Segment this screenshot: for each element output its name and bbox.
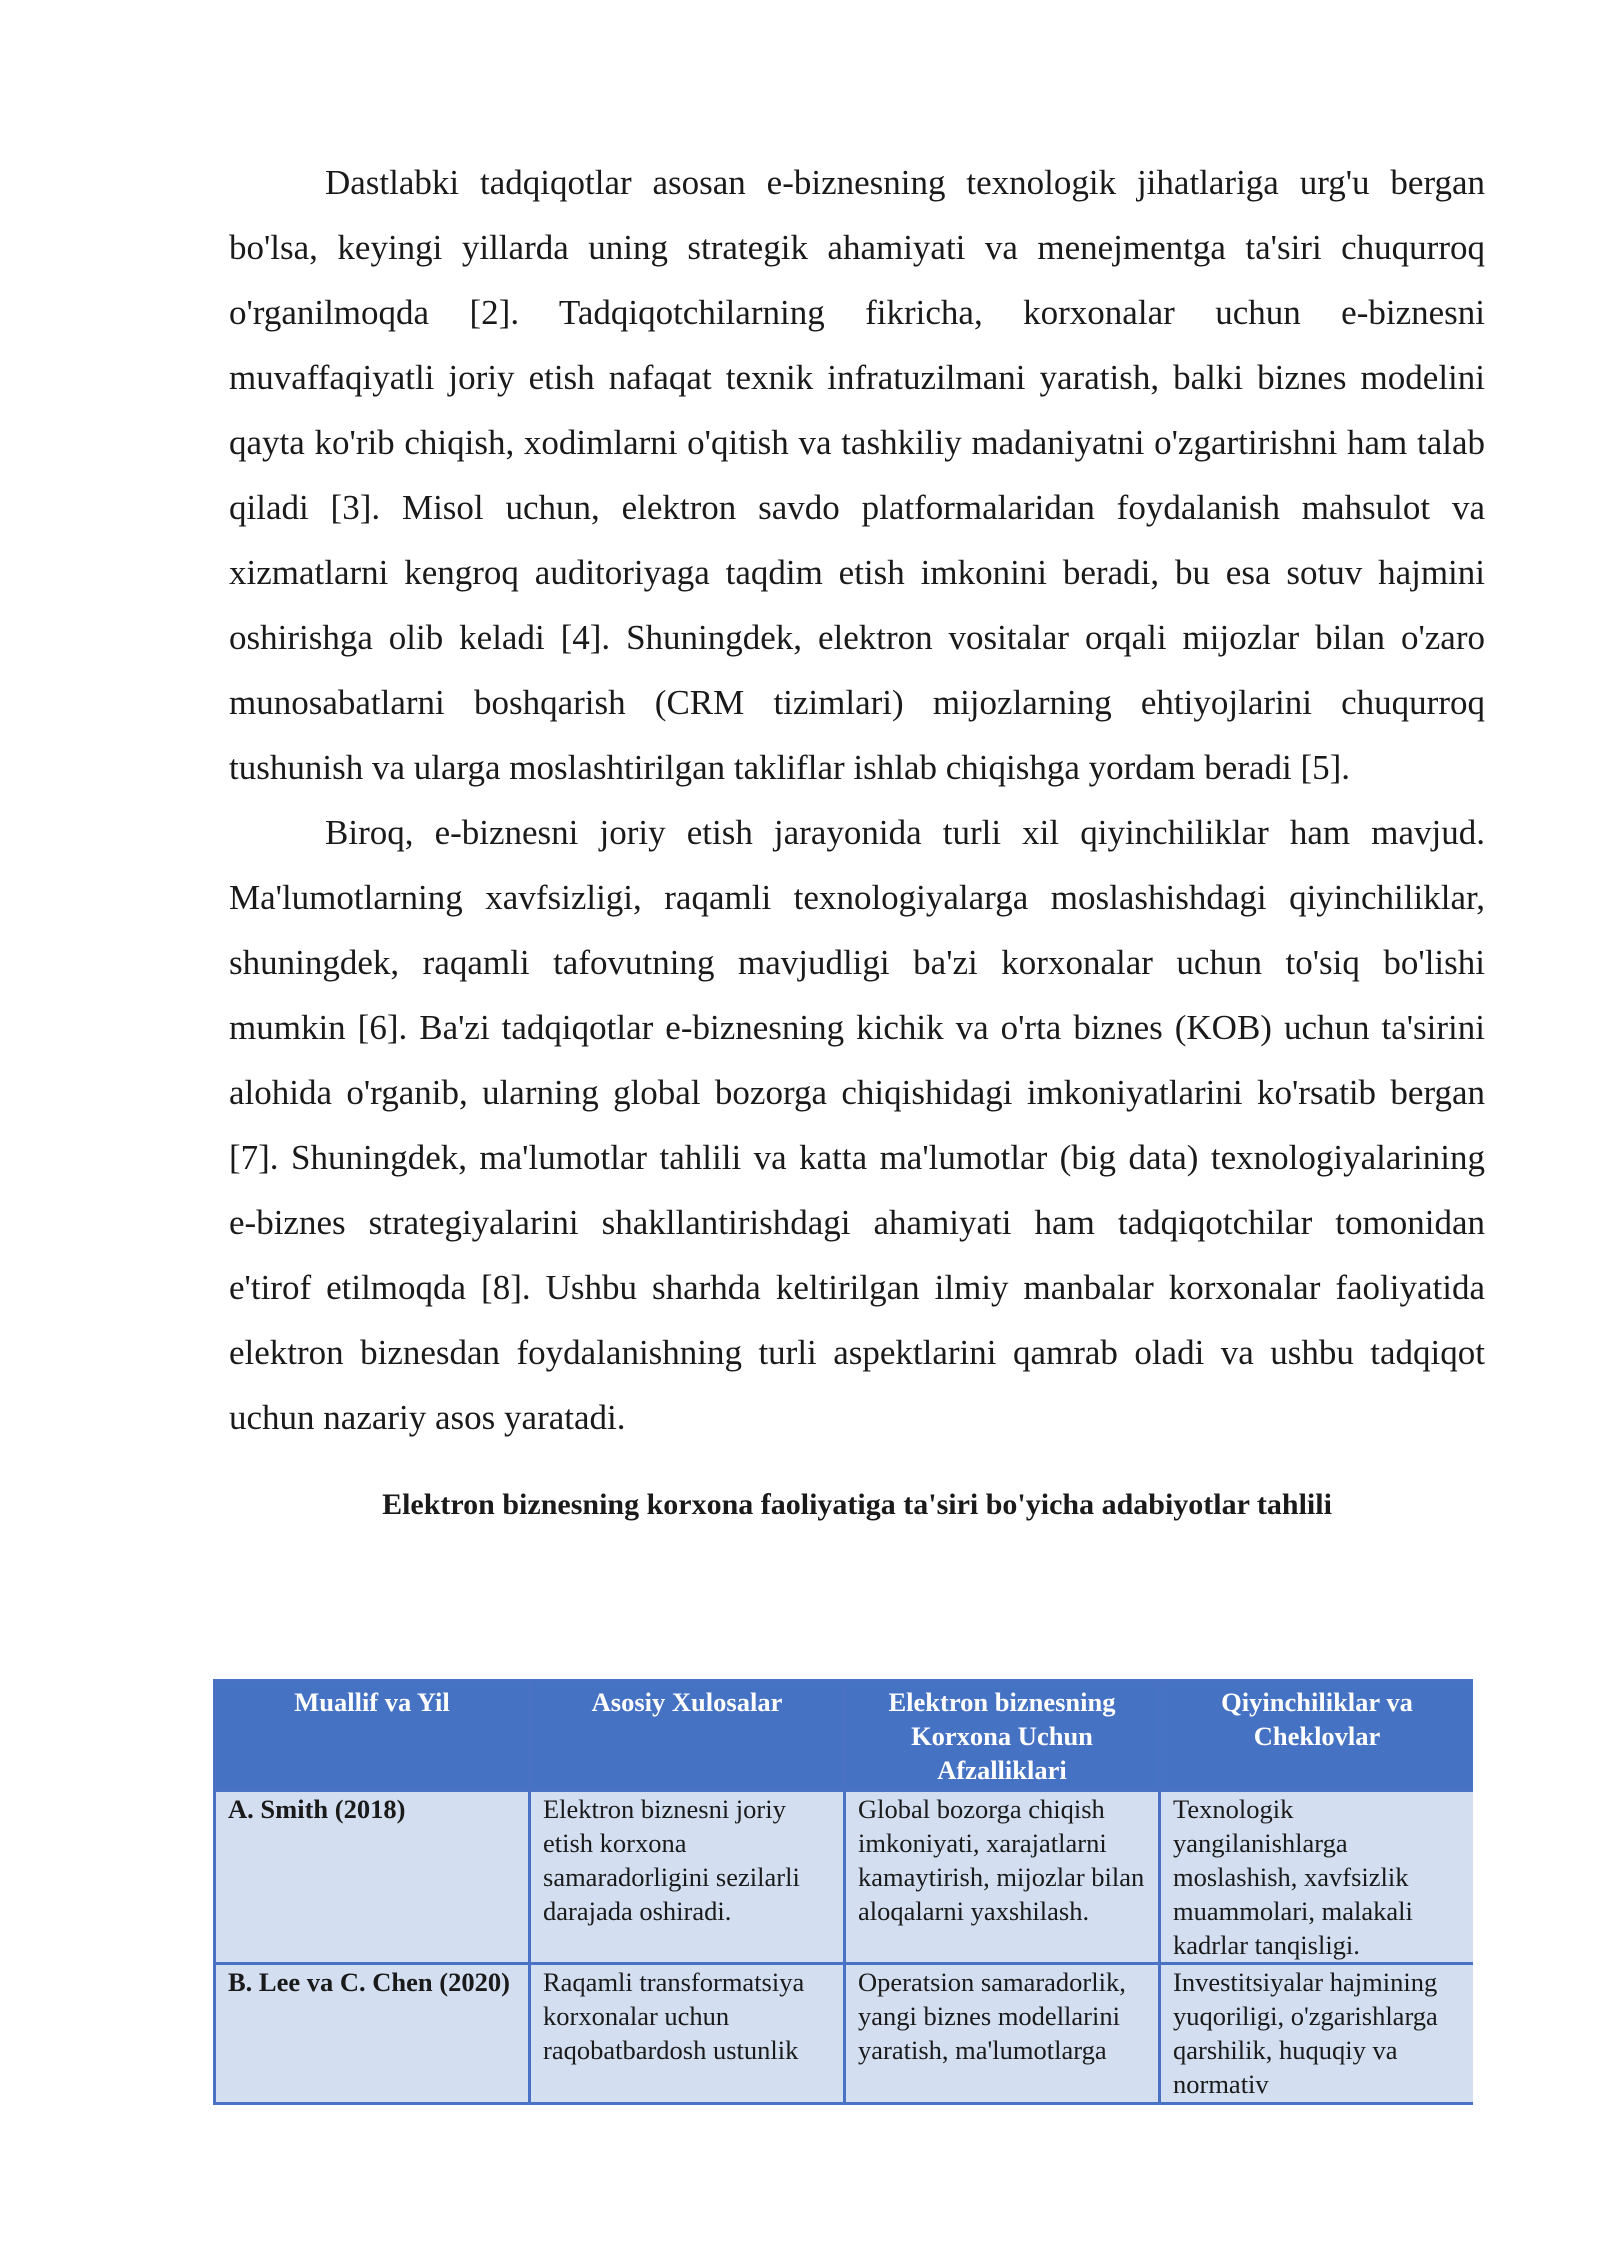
cell-challenges: Texnologik yangilanishlarga moslashish, xavfsizlik muammolari, malakali kadrlar tanqisligi. <box>1160 1791 1474 1964</box>
cell-advantages: Global bozorga chiqish imkoniyati, xarajatlarni kamaytirish, mijozlar bilan aloqalarni yaxshilash. <box>845 1791 1160 1964</box>
literature-table <box>213 1679 1473 2105</box>
cell-conclusions: Elektron biznesni joriy etish korxona samaradorligini sezilarli darajada oshiradi. <box>530 1791 845 1964</box>
header-advantages: Elektron biznesning Korxona Uchun Afzalliklari <box>845 1681 1160 1791</box>
literature-table-container <box>213 1679 1473 2105</box>
cell-advantages: Operatsion samaradorlik, yangi biznes modellarini yaratish, ma'lumotlarga <box>845 1964 1160 2106</box>
cell-conclusions: Raqamli transformatsiya korxonalar uchun raqobatbardosh ustunlik <box>530 1964 845 2106</box>
table-row <box>215 1791 1474 1964</box>
body-paragraph-2: Biroq, e-biznesni joriy etish jarayonida turli xil qiyinchiliklar ham mavjud. Ma'lumotlarning xavfsizligi, raqamli texnologiyalarga moslashishdagi qiyinchiliklar, shuningdek, raqamli tafovutning mavjudligi ba'zi korxonalar uchun to'siq bo'lishi mumkin [6]. Ba'zi tadqiqotlar e-biznesning kichik va o'rta biznes (KOB) uchun ta'sirini alohida o'rganib, ularning global bozorga chiqishidagi imkoniyatlarini ko'rsatib bergan [7]. Shuningdek, ma'lumotlar tahlili va katta ma'lumotlar (big data) texnologiyalarining e-biznes strategiyalarini shakllantirishdagi ahamiyati ham tadqiqotchilar tomonidan e'tirof etilmoqda [8]. Ushbu sharhda keltirilgan ilmiy manbalar korxonalar faoliyatida elektron biznesdan foydalanishning turli aspektlarini qamrab oladi va ushbu tadqiqot uchun nazariy asos yaratadi. <box>229 813 1485 1437</box>
header-author-year: Muallif va Yil <box>215 1681 530 1791</box>
cell-author: B. Lee va C. Chen (2020) <box>215 1964 530 2106</box>
cell-challenges: Investitsiyalar hajmining yuqoriligi, o'zgarishlarga qarshilik, huquqiy va normativ <box>1160 1964 1474 2106</box>
body-paragraph-1: Dastlabki tadqiqotlar asosan e-biznesning texnologik jihatlariga urg'u bergan bo'lsa, keyingi yillarda uning strategik ahamiyati va menejmentga ta'siri chuqurroq o'rganilmoqda [2]. Tadqiqotchilarning fikricha, korxonalar uchun e-biznesni muvaffaqiyatli joriy etish nafaqat texnik infratuzilmani yaratish, balki biznes modelini qayta ko'rib chiqish, xodimlarni o'qitish va tashkiliy madaniyatni o'zgartirishni ham talab qiladi [3]. Misol uchun, elektron savdo platformalaridan foydalanish mahsulot va xizmatlarni kengroq auditoriyaga taqdim etish imkonini beradi, bu esa sotuv hajmini oshirishga olib keladi [4]. Shuningdek, elektron vositalar orqali mijozlar bilan o'zaro munosabatlarni boshqarish (CRM tizimlari) mijozlarning ehtiyojlarini chuqurroq tushunish va ularga moslashtirilgan takliflar ishlab chiqishga yordam beradi [5]. <box>229 163 1485 787</box>
header-challenges: Qiyinchiliklar va Cheklovlar <box>1160 1681 1474 1791</box>
table-row <box>215 1964 1474 2106</box>
table-caption: Elektron biznesning korxona faoliyatiga ta'siri bo'yicha adabiyotlar tahlili <box>382 1488 1332 1521</box>
document-page <box>229 150 1485 1526</box>
table-header-row <box>215 1681 1474 1791</box>
cell-author: A. Smith (2018) <box>215 1791 530 1964</box>
header-main-conclusions: Asosiy Xulosalar <box>530 1681 845 1791</box>
